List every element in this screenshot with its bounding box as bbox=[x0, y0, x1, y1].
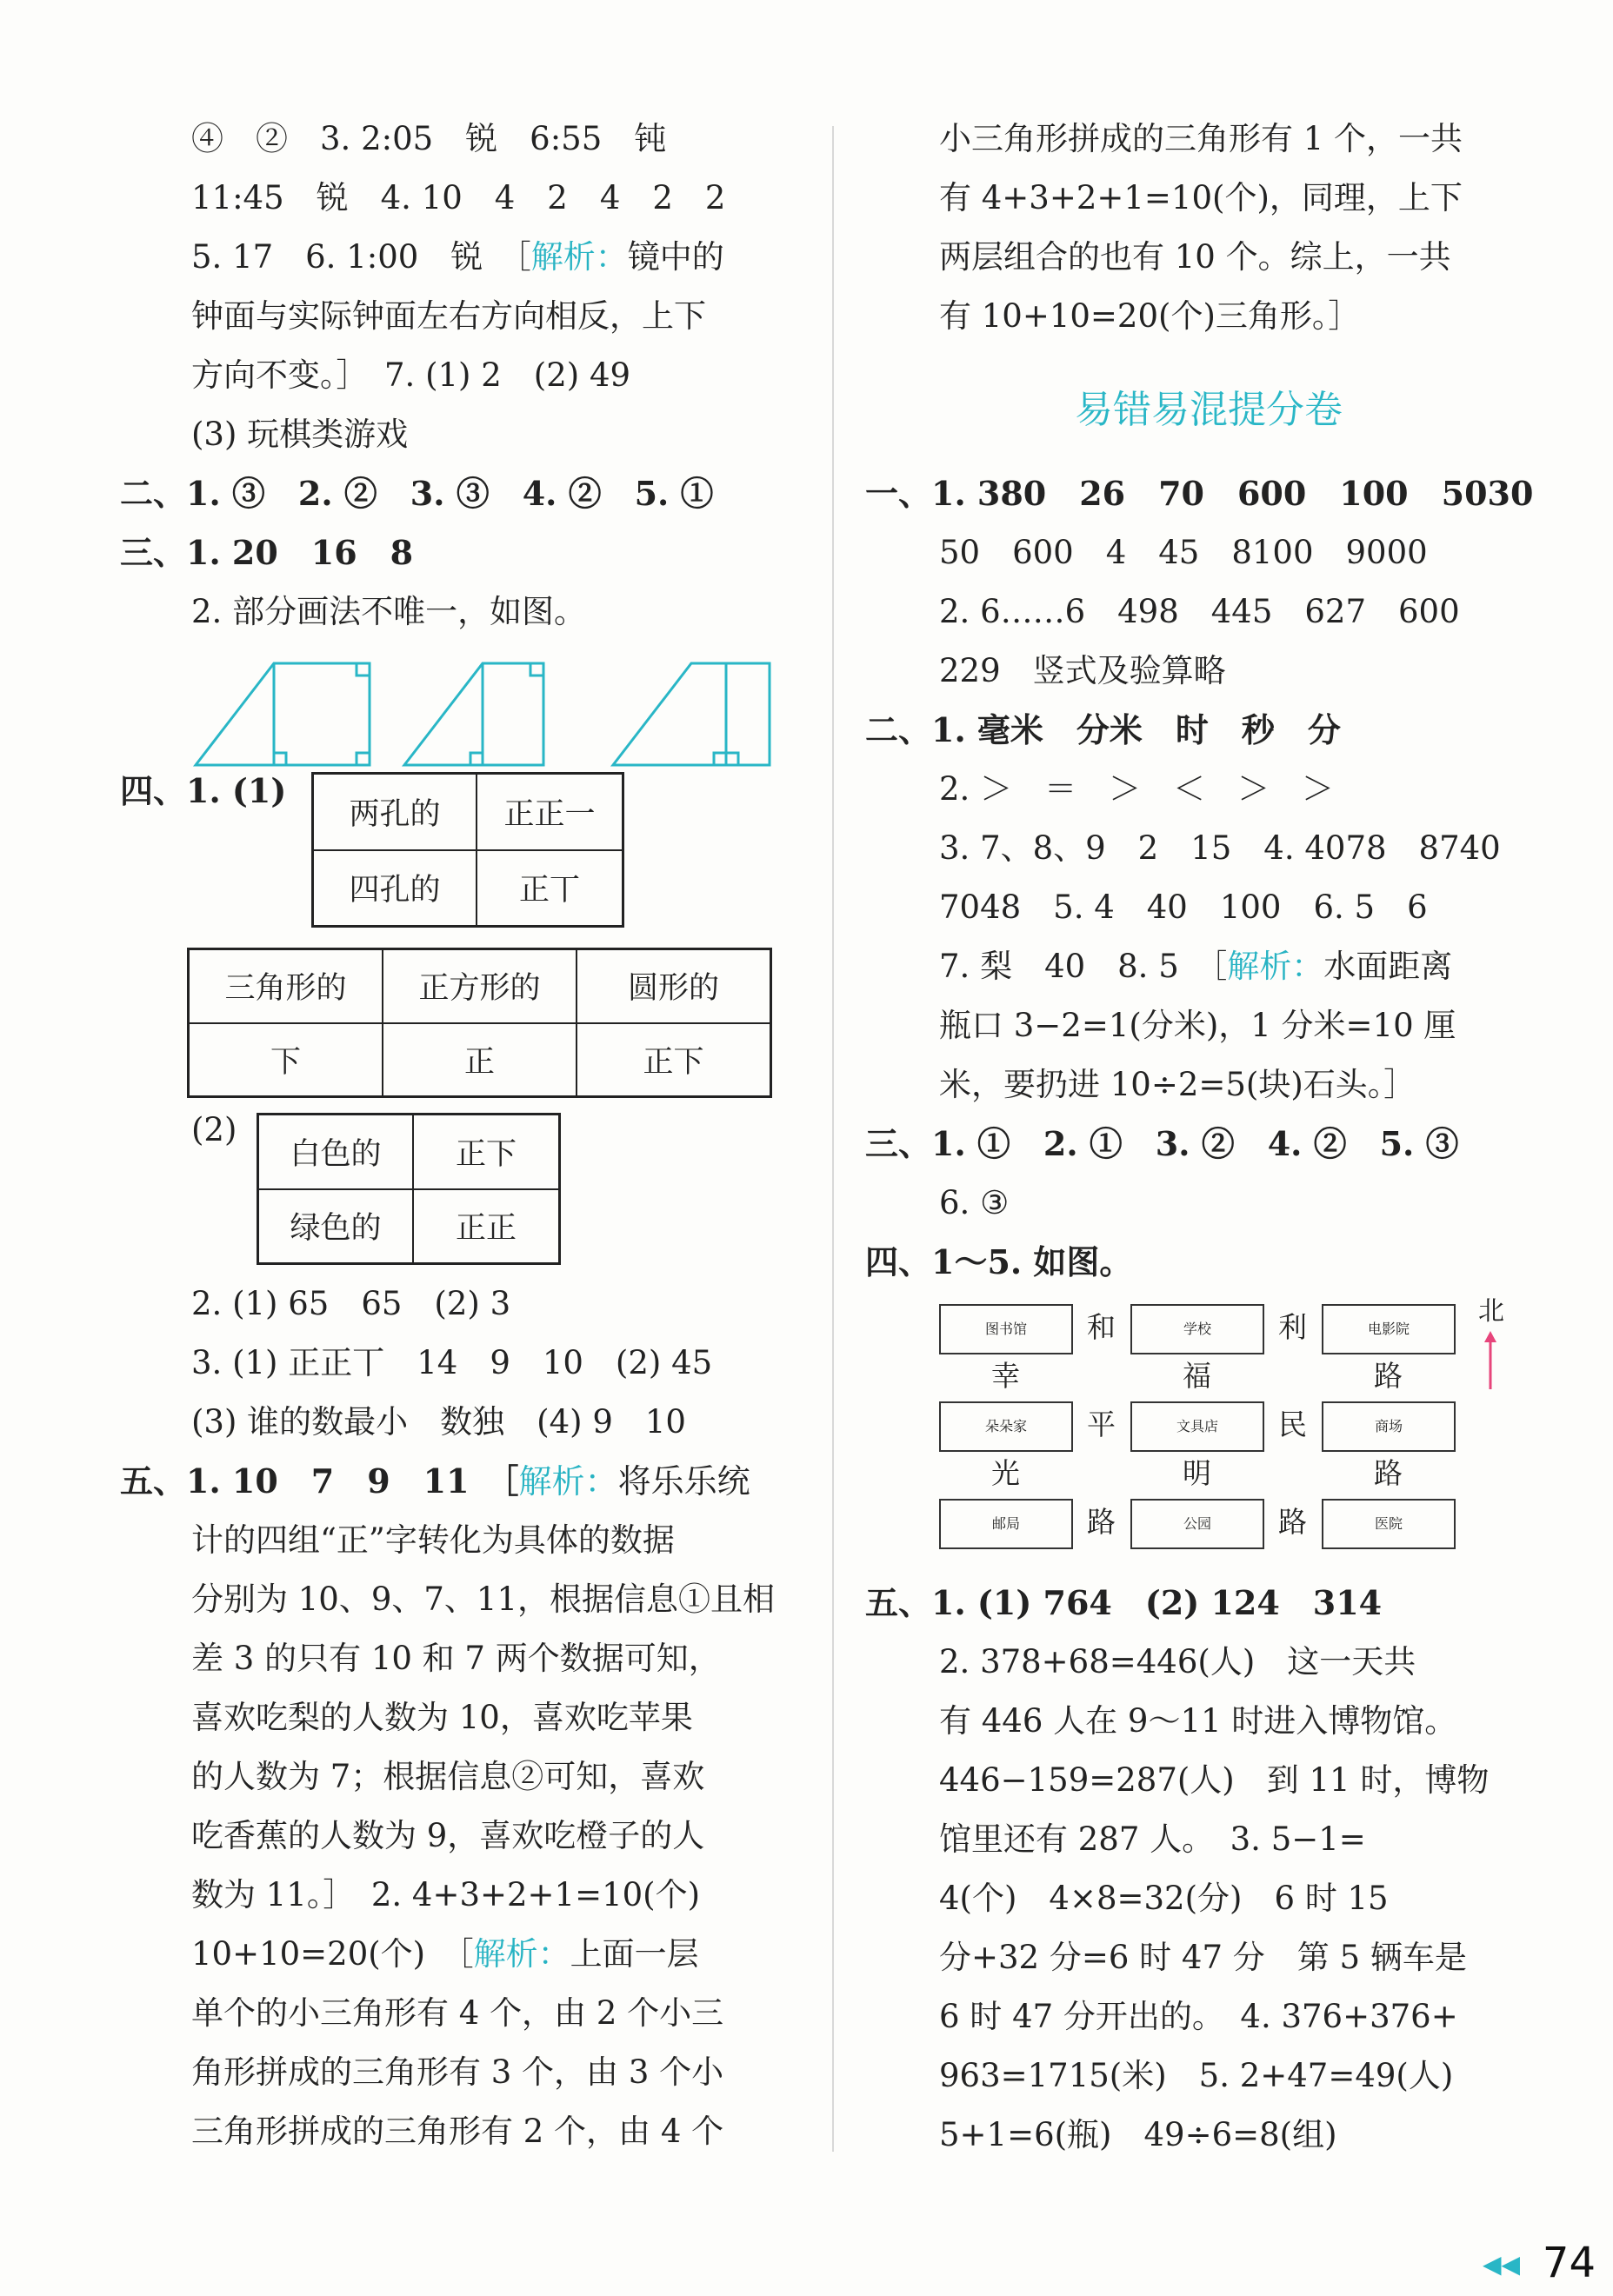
answer-line: 2. (1) 65 65 (2) 3 bbox=[191, 1285, 511, 1322]
right-angle-mark bbox=[714, 753, 726, 765]
trapezoid-shape bbox=[404, 663, 543, 765]
answer-text: 上面一层 bbox=[570, 1935, 699, 1973]
table-header-cell: 三角形的 bbox=[189, 949, 383, 1023]
tally-table-holes bbox=[311, 772, 624, 928]
right-angle-mark bbox=[530, 663, 543, 675]
answer-text: 五、1. 10 7 9 11 ［ bbox=[120, 1461, 519, 1501]
answer-text: 7. 梨 40 8. 5 ［ bbox=[939, 948, 1228, 985]
answer-text: 10+10=20(个) ［ bbox=[191, 1935, 474, 1973]
answer-text: 5. 17 6. 1:00 锐 ［ bbox=[191, 238, 531, 276]
table-cell: 正正 bbox=[413, 1189, 560, 1264]
table-cell: 白色的 bbox=[258, 1115, 414, 1189]
right-angle-mark bbox=[357, 753, 370, 765]
answer-line: 瓶口 3−2=1(分米)，1 分米=10 厘 bbox=[939, 1007, 1456, 1044]
answer-line: 馆里还有 287 人。 3. 5−1= bbox=[939, 1820, 1366, 1858]
map-road-char: 利 bbox=[1278, 1310, 1307, 1344]
table-cell: 四孔的 bbox=[313, 850, 477, 927]
answer-line bbox=[191, 1928, 699, 1980]
answer-line: 喜欢吃梨的人数为 10，喜欢吃苹果 bbox=[191, 1699, 693, 1736]
answer-line: 有 10+10=20(个)三角形。］ bbox=[939, 297, 1361, 335]
answer-line: 两层组合的也有 10 个。综上，一共 bbox=[939, 238, 1451, 276]
table-cell: 正下 bbox=[577, 1023, 771, 1097]
answer-line: 三角形拼成的三角形有 2 个，由 4 个 bbox=[191, 2113, 724, 2150]
section-two: 二、1. ③ 2. ② 3. ③ 4. ② 5. ① bbox=[120, 474, 714, 513]
answer-line: 50 600 4 45 8100 9000 bbox=[939, 534, 1428, 571]
answer-line: 方向不变。］ 7. (1) 2 (2) 49 bbox=[191, 356, 631, 394]
table-cell: 两孔的 bbox=[313, 774, 477, 850]
answer-line: 3. (1) 正正丅 14 9 10 (2) 45 bbox=[191, 1344, 713, 1381]
answer-line: ④ ② 3. 2:05 锐 6:55 钝 bbox=[191, 120, 667, 157]
analysis-label: 解析： bbox=[518, 1462, 618, 1501]
answer-line bbox=[191, 231, 724, 283]
subpart-label: (2) bbox=[191, 1111, 237, 1148]
answer-line: 数为 11。］ 2. 4+3+2+1=10(个) bbox=[191, 1876, 701, 1913]
map-home: 朵朵家 bbox=[939, 1401, 1073, 1452]
right-angle-mark bbox=[470, 753, 483, 765]
map-road-char: 福 bbox=[1183, 1359, 1211, 1393]
table-cell: 正正一 bbox=[477, 774, 623, 850]
street-map bbox=[939, 1296, 1548, 1565]
map-road-char: 和 bbox=[1087, 1310, 1116, 1344]
answer-line: 的人数为 7；根据信息②可知，喜欢 bbox=[191, 1758, 705, 1795]
answer-line: 2. 378+68=446(人) 这一天共 bbox=[939, 1643, 1416, 1680]
section-four: 四、1. (1) bbox=[120, 771, 287, 810]
map-road-char: 平 bbox=[1087, 1408, 1116, 1441]
answer-line: (3) 谁的数最小 数独 (4) 9 10 bbox=[191, 1403, 686, 1441]
map-road-char: 光 bbox=[991, 1456, 1020, 1490]
map-road-char: 路 bbox=[1278, 1505, 1307, 1539]
section-five: 五、1. (1) 764 (2) 124 314 bbox=[865, 1583, 1383, 1622]
right-angle-mark bbox=[357, 663, 370, 675]
answer-line: 2. ＞ ＝ ＞ ＜ ＞ ＞ bbox=[939, 770, 1335, 808]
answer-line: 小三角形拼成的三角形有 1 个，一共 bbox=[939, 120, 1463, 157]
section-five bbox=[120, 1455, 750, 1507]
table-cell: 下 bbox=[189, 1023, 383, 1097]
table-cell: 正 bbox=[383, 1023, 577, 1097]
answer-line: 6. ③ bbox=[939, 1184, 1010, 1221]
map-road-char: 民 bbox=[1278, 1408, 1307, 1441]
tally-table-shapes bbox=[187, 948, 772, 1098]
analysis-label: 解析： bbox=[1227, 948, 1324, 985]
map-hospital: 医院 bbox=[1322, 1499, 1456, 1549]
answer-line: 分别为 10、9、7、11，根据信息①且相 bbox=[191, 1581, 776, 1618]
answer-line bbox=[939, 941, 1452, 993]
map-post-office: 邮局 bbox=[939, 1499, 1073, 1549]
answer-line: 7048 5. 4 40 100 6. 5 6 bbox=[939, 888, 1428, 926]
map-mall: 商场 bbox=[1322, 1401, 1456, 1452]
map-park: 公园 bbox=[1130, 1499, 1264, 1549]
table-cell: 正丅 bbox=[477, 850, 623, 927]
map-stationery: 文具店 bbox=[1130, 1401, 1264, 1452]
answer-line: 229 竖式及验算略 bbox=[939, 652, 1226, 689]
analysis-label: 解析： bbox=[473, 1935, 570, 1973]
section-three: 三、1. ① 2. ① 3. ② 4. ② 5. ③ bbox=[865, 1124, 1459, 1163]
answer-line: 差 3 的只有 10 和 7 两个数据可知， bbox=[191, 1640, 721, 1677]
section-one: 一、1. 380 26 70 600 100 5030 bbox=[865, 474, 1534, 513]
section-title: 易错易混提分卷 bbox=[1075, 388, 1343, 432]
trapezoid-shape bbox=[196, 663, 370, 765]
map-road-char: 路 bbox=[1374, 1359, 1403, 1393]
answer-line: 有 4+3+2+1=10(个)，同理，上下 bbox=[939, 179, 1463, 216]
answer-line: 4(个) 4×8=32(分) 6 时 15 bbox=[939, 1880, 1389, 1917]
map-cinema: 电影院 bbox=[1322, 1304, 1456, 1354]
north-label: 北 bbox=[1478, 1296, 1504, 1327]
map-road-char: 幸 bbox=[991, 1359, 1020, 1393]
section-two: 二、1. 毫米 分米 时 秒 分 bbox=[865, 710, 1341, 749]
answer-line: 3. 7、8、9 2 15 4. 4078 8740 bbox=[939, 829, 1501, 867]
answer-line: 5+1=6(瓶) 49÷6=8(组) bbox=[939, 2116, 1337, 2153]
column-divider bbox=[832, 126, 834, 2152]
answer-text: 水面距离 bbox=[1323, 948, 1453, 985]
answer-line: 11:45 锐 4. 10 4 2 4 2 2 bbox=[191, 179, 726, 216]
page-number: 74 bbox=[1542, 2239, 1596, 2287]
answer-line: 963=1715(米) 5. 2+47=49(人) bbox=[939, 2057, 1454, 2094]
table-cell: 绿色的 bbox=[258, 1189, 414, 1264]
map-road-char: 路 bbox=[1374, 1456, 1403, 1490]
answer-line: 单个的小三角形有 4 个，由 2 个小三 bbox=[191, 1994, 724, 2032]
map-road-char: 路 bbox=[1087, 1505, 1116, 1539]
page-arrow-icon: ◀◀ bbox=[1483, 2250, 1521, 2279]
right-angle-mark bbox=[726, 753, 738, 765]
answer-line: 米，要扔进 10÷2=5(块)石头。］ bbox=[939, 1066, 1416, 1103]
north-arrow-icon bbox=[1480, 1330, 1501, 1391]
section-three: 三、1. 20 16 8 bbox=[120, 533, 414, 572]
right-angle-mark bbox=[274, 753, 286, 765]
answer-line: 钟面与实际钟面左右方向相反，上下 bbox=[191, 297, 706, 335]
analysis-label: 解析： bbox=[530, 238, 628, 276]
table-header-cell: 正方形的 bbox=[383, 949, 577, 1023]
section-four: 四、1～5. 如图。 bbox=[865, 1242, 1133, 1281]
tally-table-colors bbox=[257, 1113, 561, 1265]
map-road-char: 明 bbox=[1183, 1456, 1211, 1490]
answer-line: 2. 部分画法不唯一，如图。 bbox=[191, 593, 587, 630]
answer-line: (3) 玩棋类游戏 bbox=[191, 416, 409, 453]
answer-line: 角形拼成的三角形有 3 个，由 3 个小 bbox=[191, 2053, 724, 2091]
answer-line: 吃香蕉的人数为 9，喜欢吃橙子的人 bbox=[191, 1817, 705, 1854]
trapezoid-shape bbox=[613, 663, 770, 765]
answer-text: 将乐乐统 bbox=[617, 1462, 750, 1501]
answer-line: 计的四组“正”字转化为具体的数据 bbox=[191, 1521, 675, 1559]
answer-line: 2. 6……6 498 445 627 600 bbox=[939, 593, 1460, 630]
map-library: 图书馆 bbox=[939, 1304, 1073, 1354]
answer-text: 镜中的 bbox=[627, 238, 724, 276]
answer-line: 6 时 47 分开出的。 4. 376+376+ bbox=[939, 1998, 1458, 2035]
table-cell: 正下 bbox=[413, 1115, 560, 1189]
trapezoid-figures bbox=[191, 648, 843, 778]
answer-line: 446−159=287(人) 到 11 时，博物 bbox=[939, 1761, 1490, 1799]
answer-line: 有 446 人在 9～11 时进入博物馆。 bbox=[939, 1702, 1457, 1740]
table-header-cell: 圆形的 bbox=[577, 949, 771, 1023]
answer-line: 分+32 分=6 时 47 分 第 5 辆车是 bbox=[939, 1939, 1467, 1976]
map-school: 学校 bbox=[1130, 1304, 1264, 1354]
